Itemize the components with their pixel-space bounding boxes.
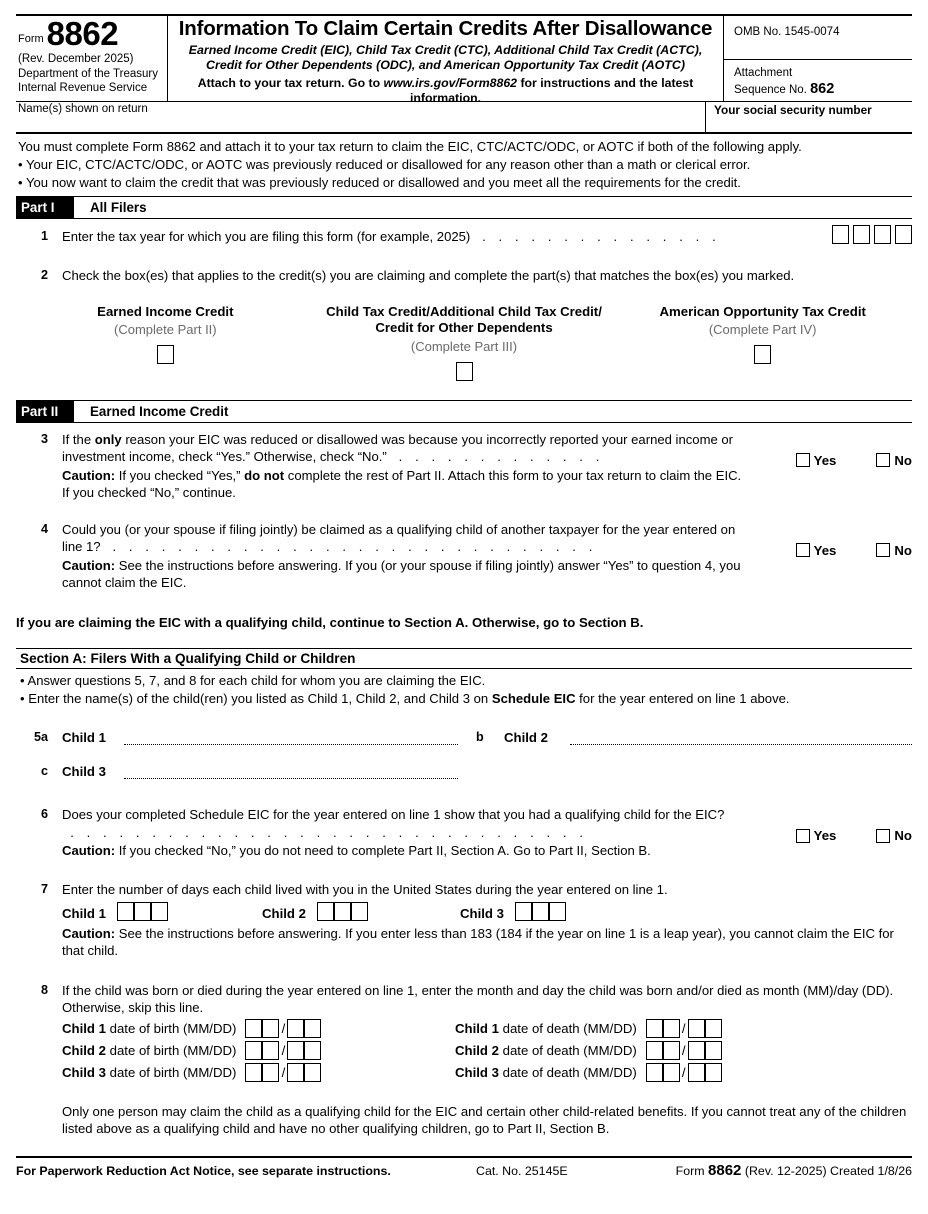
- line-6-leader-dots: . . . . . . . . . . . . . . . . . . . . . . . . . . . . . . . .: [62, 824, 588, 840]
- line-5c-label: Child 3: [62, 764, 106, 780]
- line-3-text-b: reason your EIC was reduced or disallowed was because you incorrectly reported your earned income or investment income, check “Yes.” Otherwise, check “No.”: [62, 431, 734, 465]
- form-subtitle-line-1: Earned Income Credit (EIC), Child Tax Credit (CTC), Additional Child Tax Credit (ACTC),: [188, 42, 703, 57]
- line-6-yes-label: Yes: [813, 828, 837, 844]
- line-8-birth-1-child: Child 1: [62, 1020, 106, 1036]
- line-8-death-3-child: Child 3: [455, 1064, 499, 1080]
- header-form-identity: [16, 16, 168, 101]
- line-3-no-checkbox[interactable]: [876, 453, 890, 467]
- line-8-birth-2-mm-box-2[interactable]: [262, 1041, 279, 1060]
- line-5a-number: 5a: [33, 730, 48, 745]
- form-subtitle-line-2: Credit for Other Dependents (ODC), and American Opportunity Tax Credit (AOTC): [206, 58, 685, 73]
- line-8-birth-1-dd-box-1[interactable]: [287, 1019, 304, 1038]
- footer-form-id: [662, 1162, 912, 1179]
- credit-ctc-subtext: (Complete Part III): [410, 338, 518, 354]
- intro-paragraph: You must complete Form 8862 and attach it to your tax return to claim the EIC, CTC/ACTC/ODC, or AOTC if both of the following apply.: [18, 139, 802, 154]
- year-digit-box-3[interactable]: [874, 225, 891, 244]
- catalog-number: Cat. No. 25145E: [476, 1164, 568, 1179]
- attachment-label-1: Attachment: [734, 67, 793, 79]
- line-1-leader-dots: . . . . . . . . . . . . . . .: [473, 228, 721, 244]
- line-6-number: 6: [40, 807, 48, 822]
- ssn-field-label: Your social security number: [714, 103, 872, 117]
- line-7-child-3-label: Child 3: [460, 905, 504, 921]
- name-field[interactable]: [16, 102, 706, 132]
- line-3-number: 3: [40, 431, 48, 446]
- taxpayer-identity-row: [16, 102, 912, 134]
- line-3-yes-label: Yes: [813, 452, 837, 468]
- line-4-caution-text: See the instructions before answering. If you (or your spouse if filing jointly) answer “Yes” to question 4, you cannot claim the EIC.: [62, 557, 741, 590]
- line-5c-field: [16, 764, 476, 780]
- department-line-2: Internal Revenue Service: [18, 81, 148, 94]
- line-8-birth-2-label: date of birth (MM/DD): [105, 1042, 237, 1058]
- section-a-bullet-2-b: for the year entered on line 1 above.: [575, 690, 790, 706]
- line-5b-label: Child 2: [504, 730, 548, 746]
- line-8-birth-2-child: Child 2: [62, 1042, 106, 1058]
- line-8-birth-3-separator: /: [281, 1064, 286, 1080]
- credit-ctc-title-line-2: Credit for Other Dependents: [375, 320, 553, 336]
- line-7-child-1-box-1[interactable]: [117, 902, 134, 921]
- line-8-death-column: [455, 1019, 912, 1082]
- part-1-header: [16, 196, 912, 219]
- line-8-birth-3-dd-box-1[interactable]: [287, 1063, 304, 1082]
- line-5b-input[interactable]: [570, 730, 912, 745]
- line-6-no-checkbox[interactable]: [876, 829, 890, 843]
- line-5b-field: [476, 730, 912, 746]
- attachment-sequence: [724, 60, 912, 101]
- line-8-death-3-mm-box-2[interactable]: [663, 1063, 680, 1082]
- line-5c-input[interactable]: [124, 764, 458, 779]
- line-5a-field: [16, 730, 476, 746]
- form-title: Information To Claim Certain Credits After Disallowance: [178, 17, 713, 40]
- line-6-row: [16, 806, 912, 858]
- credit-column-ctc: [315, 304, 614, 383]
- line-3-yes-no-group: [796, 453, 912, 468]
- line-6-caution-text: If you checked “No,” you do not need to complete Part II, Section A. Go to Part II, Section B.: [115, 842, 651, 858]
- line-5a-label: Child 1: [62, 730, 106, 746]
- line-8-death-3-label: date of death (MM/DD): [498, 1064, 637, 1080]
- line-8-death-3-dd-box-2[interactable]: [705, 1063, 722, 1082]
- line-1-year-boxes[interactable]: [832, 225, 912, 246]
- paperwork-notice: For Paperwork Reduction Act Notice, see separate instructions.: [16, 1164, 391, 1179]
- line-5c-number: c: [40, 764, 48, 779]
- credit-selection-columns: [16, 304, 912, 383]
- line-4-leader-dots: . . . . . . . . . . . . . . . . . . . . . . . . . . . . . .: [104, 538, 597, 554]
- attachment-sequence-number: 862: [810, 80, 835, 97]
- line-6-caution-label: Caution:: [62, 842, 116, 858]
- line-6-text: Does your completed Schedule EIC for the year entered on line 1 show that you had a qualifying child for the EIC?: [62, 807, 725, 823]
- line-8-death-3-separator: /: [681, 1064, 686, 1080]
- section-a-bullet-1: • Answer questions 5, 7, and 8 for each child for whom you are claiming the EIC.: [20, 673, 486, 689]
- line-6-yes-no-group: [796, 828, 912, 843]
- line-8-number: 8: [40, 982, 48, 997]
- line-7-number: 7: [40, 881, 48, 896]
- omb-number: OMB No. 1545-0074: [724, 16, 912, 60]
- line-8-death-row-3: [455, 1063, 912, 1082]
- line-3-row: [16, 431, 912, 502]
- header-omb-block: [724, 16, 912, 101]
- section-a-bullets: [16, 672, 912, 707]
- footer-form-word: Form: [675, 1164, 705, 1179]
- line-7-child-3-box-3[interactable]: [549, 902, 566, 921]
- attach-prefix: Attach to your tax return. Go to: [197, 76, 381, 91]
- line-2-number: 2: [40, 267, 48, 282]
- form-number: 8862: [46, 15, 119, 52]
- line-8-death-1-label: date of death (MM/DD): [498, 1020, 637, 1036]
- form-sheet: [16, 14, 912, 1179]
- line-8-death-2-child: Child 2: [455, 1042, 499, 1058]
- part-2-header: [16, 400, 912, 423]
- line-7-day-boxes: [62, 902, 912, 922]
- credit-checkbox-aotc[interactable]: [754, 345, 771, 364]
- intro-bullet-1: • Your EIC, CTC/ACTC/ODC, or AOTC was previously reduced or disallowed for any reason other than a math or clerical error.: [18, 156, 751, 172]
- line-5a-input[interactable]: [124, 730, 458, 745]
- line-8-death-1-separator: /: [681, 1020, 686, 1036]
- line-8-birth-1-separator: /: [281, 1020, 286, 1036]
- line-3-no-label: No: [894, 452, 912, 468]
- footer-form-number: 8862: [708, 1162, 742, 1180]
- line-4-no-checkbox[interactable]: [876, 543, 890, 557]
- line-4-yes-label: Yes: [813, 542, 837, 558]
- line-4-number: 4: [40, 521, 48, 536]
- line-8-row: [16, 982, 912, 1138]
- line-8-birth-row-1: [62, 1019, 455, 1038]
- line-7-child-3-group: [460, 902, 912, 922]
- section-a-bullet-2-a: • Enter the name(s) of the child(ren) you listed as Child 1, Child 2, and Child 3 on: [20, 690, 492, 706]
- line-3-text-a: If the: [62, 431, 95, 447]
- year-digit-box-1[interactable]: [832, 225, 849, 244]
- credit-checkbox-eic[interactable]: [157, 345, 174, 364]
- line-3-yes-checkbox[interactable]: [796, 453, 810, 467]
- line-8-closing-note: Only one person may claim the child as a qualifying child for the EIC and certain other child-related benefits. If you cannot treat any of the children listed above as a qualifying child and have no other qualifying children, go to Part II, Section B.: [62, 1103, 907, 1136]
- year-digit-box-4[interactable]: [895, 225, 912, 244]
- part-2-tag: Part II: [16, 401, 74, 422]
- line-8-death-1-dd-box-2[interactable]: [705, 1019, 722, 1038]
- line-8-death-1-mm-box-1[interactable]: [646, 1019, 663, 1038]
- intro-block: [16, 134, 912, 192]
- credit-eic-subtext: (Complete Part II): [114, 322, 217, 338]
- line-6-yes-checkbox[interactable]: [796, 829, 810, 843]
- line-8-date-grid: [62, 1019, 912, 1082]
- line-7-child-2-box-2[interactable]: [334, 902, 351, 921]
- line-4-row: [16, 521, 912, 592]
- header-title-block: [168, 16, 724, 105]
- section-transition-note: If you are claiming the EIC with a qualifying child, continue to Section A. Otherwise, go to Section B.: [16, 615, 644, 631]
- credit-column-eic: [16, 304, 315, 383]
- credit-aotc-title-line-1: American Opportunity Tax Credit: [659, 303, 866, 319]
- line-7-text: Enter the number of days each child lived with you in the United States during the year entered on line 1.: [62, 881, 668, 897]
- line-8-birth-1-mm-box-2[interactable]: [262, 1019, 279, 1038]
- line-5b-number: b: [476, 730, 484, 745]
- line-7-child-1-box-2[interactable]: [134, 902, 151, 921]
- line-8-death-2-mm-box-1[interactable]: [646, 1041, 663, 1060]
- line-2-text: Check the box(es) that applies to the credit(s) you are claiming and complete the part(s) that matches the box(es) you marked.: [62, 267, 795, 283]
- line-6-no-label: No: [894, 828, 912, 844]
- form-footer: [16, 1158, 912, 1179]
- line-7-caution-label: Caution:: [62, 926, 116, 942]
- line-4-no-label: No: [894, 542, 912, 558]
- line-3-caution-bold: do not: [244, 468, 285, 484]
- line-8-death-2-separator: /: [681, 1042, 686, 1058]
- line-4-yes-checkbox[interactable]: [796, 543, 810, 557]
- line-7-child-2-box-1[interactable]: [317, 902, 334, 921]
- line-8-birth-3-mm-box-1[interactable]: [245, 1063, 262, 1082]
- credit-aotc-subtext: (Complete Part IV): [708, 322, 817, 338]
- line-8-birth-1-dd-box-2[interactable]: [304, 1019, 321, 1038]
- line-3-leader-dots: . . . . . . . . . . . . .: [390, 449, 604, 465]
- line-8-death-row-1: [455, 1019, 912, 1038]
- line-2-row: [16, 267, 912, 383]
- line-1-text: Enter the tax year for which you are filing this form (for example, 2025): [62, 228, 471, 244]
- line-4-yes-no-group: [796, 543, 912, 558]
- credit-eic-title-line-1: Earned Income Credit: [97, 303, 234, 319]
- line-8-death-1-dd-box-1[interactable]: [688, 1019, 705, 1038]
- form-header: [16, 14, 912, 105]
- name-field-label: Name(s) shown on return: [18, 103, 148, 115]
- form-revision-date: (Rev. December 2025): [18, 53, 134, 66]
- line-8-birth-1-label: date of birth (MM/DD): [105, 1020, 237, 1036]
- line-8-death-row-2: [455, 1041, 912, 1060]
- line-7-row: [16, 881, 912, 960]
- line-8-death-3-dd-box-1[interactable]: [688, 1063, 705, 1082]
- part-1-tag: Part I: [16, 197, 74, 218]
- line-7-caution-text: See the instructions before answering. If you enter less than 183 (184 if the year on line 1 is a leap year), you cannot claim the EIC for that child.: [62, 926, 894, 959]
- line-3-text-only: only: [94, 431, 122, 447]
- line-1-row: [16, 228, 912, 245]
- section-a-heading: Section A: Filers With a Qualifying Child or Children: [16, 648, 912, 669]
- line-8-birth-2-dd-box-1[interactable]: [287, 1041, 304, 1060]
- line-4-text: Could you (or your spouse if filing jointly) be claimed as a qualifying child of another taxpayer for the year entered on line 1?: [62, 521, 736, 554]
- attachment-label-2: Sequence No.: [734, 83, 807, 96]
- department-line-1: Department of the Treasury: [18, 68, 158, 81]
- line-8-birth-2-mm-box-1[interactable]: [245, 1041, 262, 1060]
- line-7-child-3-box-1[interactable]: [515, 902, 532, 921]
- section-a-bullet-2-bold: Schedule EIC: [491, 690, 576, 706]
- form-word-label: Form: [18, 33, 44, 46]
- line-7-child-2-label: Child 2: [262, 905, 306, 921]
- line-8-death-2-dd-box-1[interactable]: [688, 1041, 705, 1060]
- line-8-birth-3-dd-box-2[interactable]: [304, 1063, 321, 1082]
- part-1-name: All Filers: [90, 199, 147, 215]
- line-8-death-2-label: date of death (MM/DD): [498, 1042, 637, 1058]
- line-5-row-ab: [16, 730, 912, 746]
- credit-checkbox-ctc[interactable]: [456, 362, 473, 381]
- line-8-death-2-mm-box-2[interactable]: [663, 1041, 680, 1060]
- line-5c-row: [16, 764, 912, 780]
- line-8-birth-column: [62, 1019, 455, 1082]
- line-7-child-1-box-3[interactable]: [151, 902, 168, 921]
- line-7-child-2-box-3[interactable]: [351, 902, 368, 921]
- credit-column-aotc: [613, 304, 912, 383]
- line-8-death-3-mm-box-1[interactable]: [646, 1063, 663, 1082]
- line-8-text: If the child was born or died during the year entered on line 1, enter the month and day the child was born and/or died as month (MM)/day (DD). Otherwise, skip this line.: [62, 982, 894, 1015]
- intro-bullet-2: • You now want to claim the credit that was previously reduced or disallowed and you meet all the requirements for the credit.: [18, 174, 741, 190]
- line-8-birth-1-mm-box-1[interactable]: [245, 1019, 262, 1038]
- ssn-field[interactable]: [706, 102, 912, 132]
- line-8-death-1-mm-box-2[interactable]: [663, 1019, 680, 1038]
- line-8-birth-3-label: date of birth (MM/DD): [105, 1064, 237, 1080]
- credit-ctc-title-line-1: Child Tax Credit/Additional Child Tax Credit/: [326, 303, 602, 319]
- line-7-child-3-box-2[interactable]: [532, 902, 549, 921]
- line-3-caution-b: complete the rest of Part II. Attach this form to your tax return to claim the EIC. If you checked “No,” continue.: [62, 468, 742, 501]
- line-1-number: 1: [40, 228, 48, 243]
- part-2-name: Earned Income Credit: [90, 403, 229, 419]
- line-8-birth-2-separator: /: [281, 1042, 286, 1058]
- year-digit-box-2[interactable]: [853, 225, 870, 244]
- line-8-birth-row-2: [62, 1041, 455, 1060]
- section-a-bullet-2: [20, 690, 912, 708]
- line-7-child-2-group: [262, 902, 460, 922]
- line-8-birth-3-mm-box-2[interactable]: [262, 1063, 279, 1082]
- line-4-caution-label: Caution:: [62, 557, 116, 573]
- line-3-caution-label: Caution:: [62, 468, 116, 484]
- line-8-birth-row-3: [62, 1063, 455, 1082]
- line-8-birth-2-dd-box-2[interactable]: [304, 1041, 321, 1060]
- line-3-caution-a: If you checked “Yes,”: [115, 468, 245, 484]
- line-8-birth-3-child: Child 3: [62, 1064, 106, 1080]
- line-8-death-1-child: Child 1: [455, 1020, 499, 1036]
- attach-url[interactable]: www.irs.gov/Form8862: [383, 76, 518, 91]
- attach-suffix: for instructions and the latest information.: [409, 76, 694, 105]
- line-8-death-2-dd-box-2[interactable]: [705, 1041, 722, 1060]
- line-7-child-1-label: Child 1: [62, 905, 106, 921]
- footer-form-rev: (Rev. 12-2025) Created 1/8/26: [744, 1164, 912, 1179]
- line-7-child-1-group: [62, 902, 262, 922]
